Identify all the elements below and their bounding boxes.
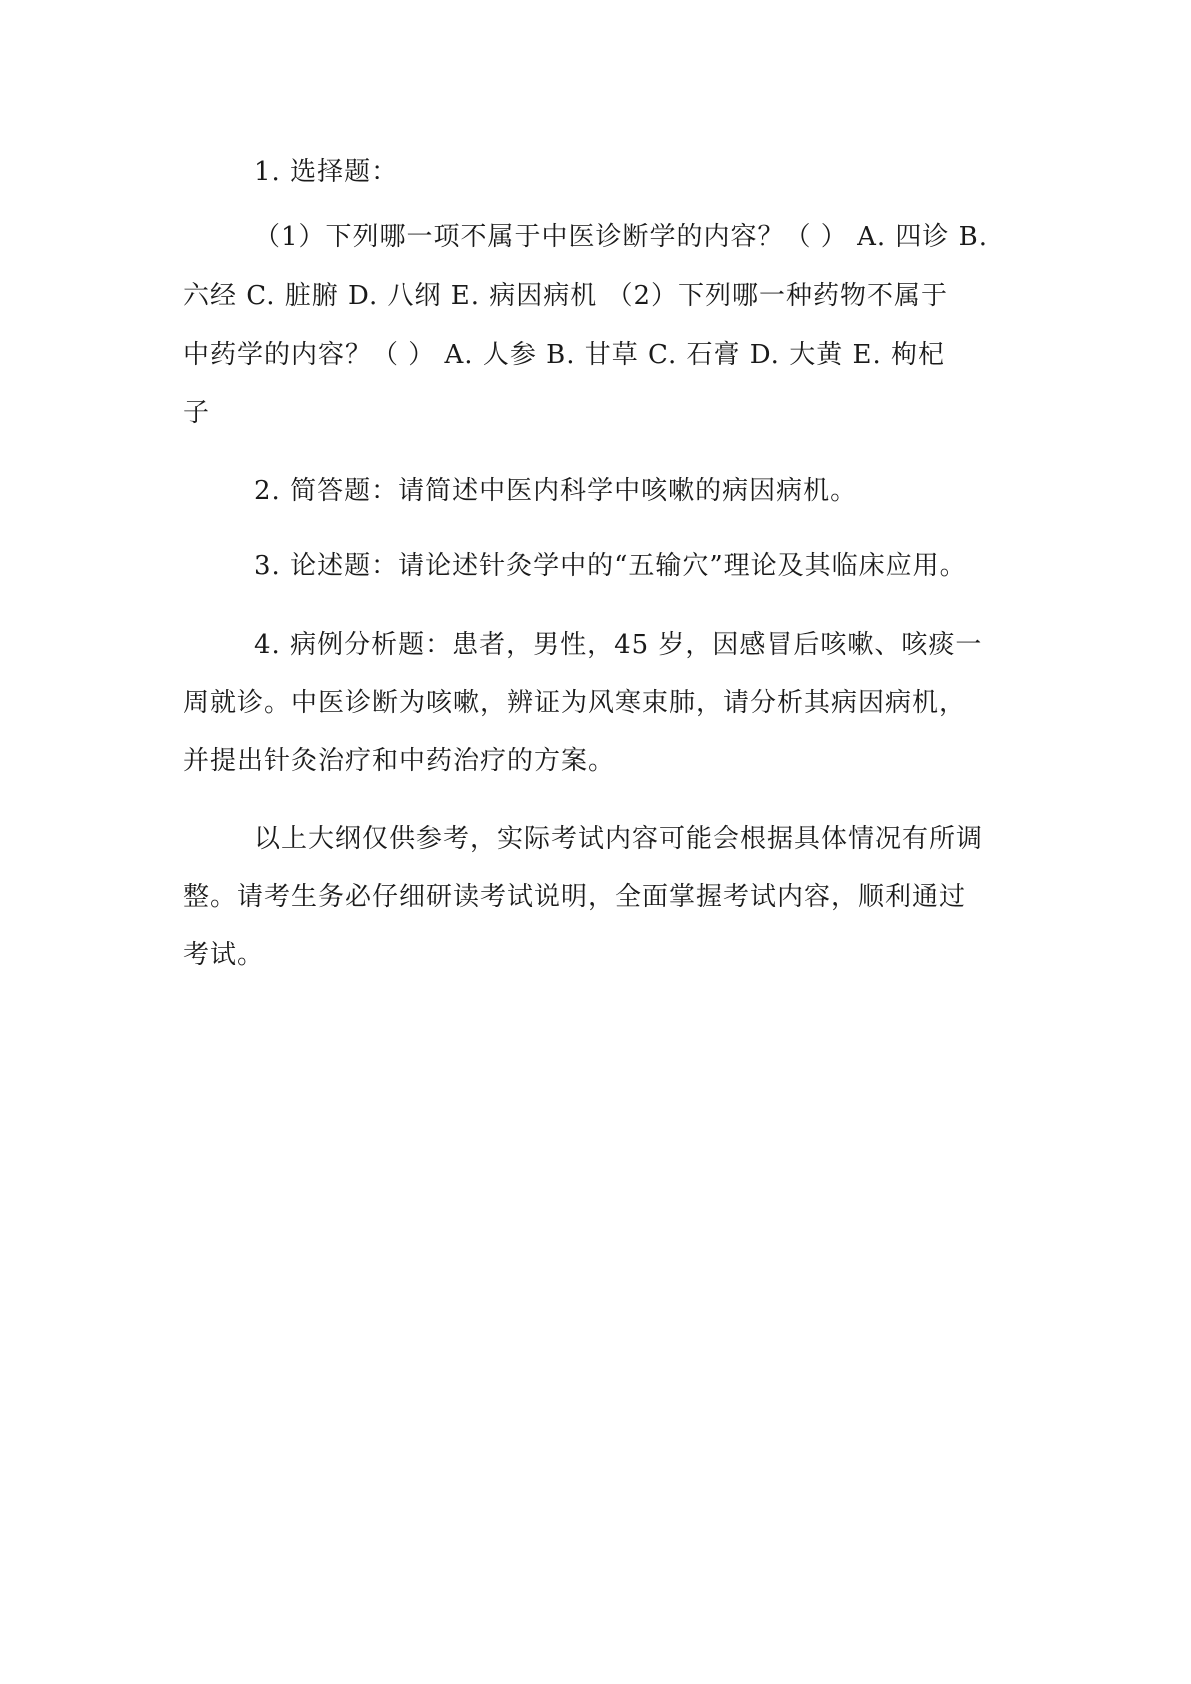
- section-4-case-line-3: 并提出针灸治疗和中药治疗的方案。: [183, 746, 616, 776]
- section-1-heading: 1. 选择题：: [254, 157, 399, 187]
- section-4-case-line-1: 4. 病例分析题：患者，男性，45 岁，因感冒后咳嗽、咳痰一: [254, 630, 983, 660]
- closing-note-line-1: 以上大纲仅供参考，实际考试内容可能会根据具体情况有所调: [254, 824, 984, 854]
- question-1-line-2: 六经 C. 脏腑 D. 八纲 E. 病因病机 （2）下列哪一种药物不属于: [183, 281, 949, 311]
- question-1-line-1: （1）下列哪一项不属于中医诊断学的内容？（ ） A. 四诊 B.: [254, 222, 989, 252]
- question-1-line-4: 子: [183, 398, 211, 428]
- closing-note-line-3: 考试。: [183, 940, 265, 970]
- closing-note-line-2: 整。请考生务必仔细研读考试说明，全面掌握考试内容，顺利通过: [183, 882, 967, 912]
- section-4-case-line-2: 周就诊。中医诊断为咳嗽，辨证为风寒束肺，请分析其病因病机，: [183, 688, 967, 718]
- question-1-line-3: 中药学的内容？（ ） A. 人参 B. 甘草 C. 石膏 D. 大黄 E. 枸杞: [183, 340, 945, 370]
- section-2-short-answer: 2. 简答题：请简述中医内科学中咳嗽的病因病机。: [254, 476, 858, 506]
- section-3-essay: 3. 论述题：请论述针灸学中的“五输穴”理论及其临床应用。: [254, 551, 967, 581]
